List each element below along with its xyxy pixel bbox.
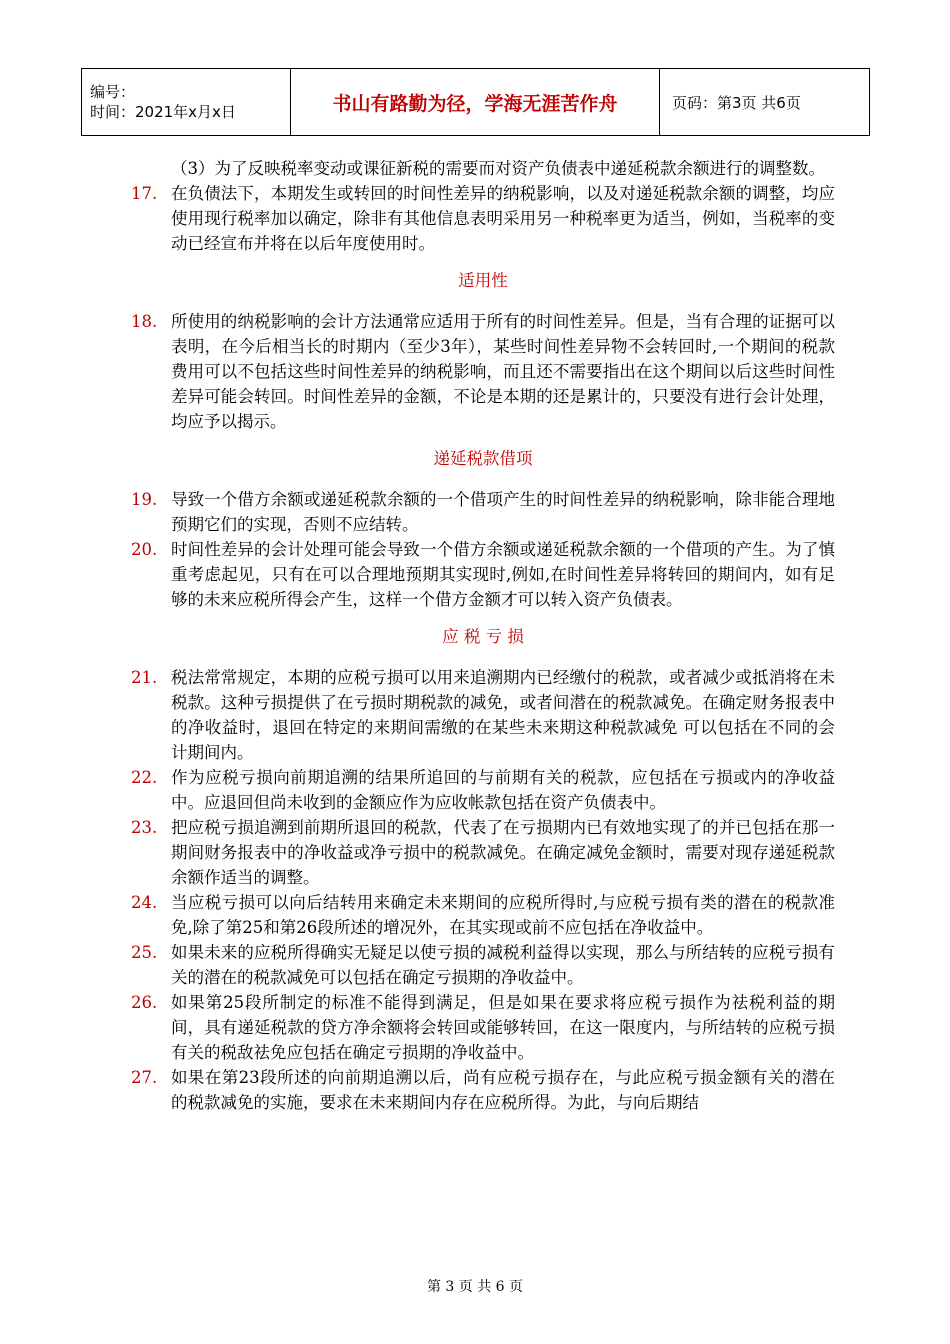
- paragraph-24: [131, 890, 835, 940]
- item-text: 如果在第23段所述的向前期追溯以后，尚有应税亏损存在，与此应税亏损金额有关的潜在的税款减免的实施，要求在未来期间内存在应税所得。为此，与向后期结: [171, 1068, 835, 1112]
- header-motto: 书山有路勤为径，学海无涯苦作舟: [291, 69, 660, 136]
- item-text: 所使用的纳税影响的会计方法通常应适用于所有的时间性差异。但是，当有合理的证据可以表明，在今后相当长的时期内（至少3年），某些时间性差异物不会转回时,一个期间的税款费用可以不包括这些时间性差异的纳税影响，而且还不需要指出在这个期间以后这些时间性差异可能会转回。时间性差异的金额，不论是本期的还是累计的，只要没有进行会计处理，均应予以揭示。: [171, 312, 835, 431]
- paragraph-19: [131, 487, 835, 537]
- item-text: 如果未来的应税所得确实无疑足以使亏损的减税利益得以实现，那么与所结转的应税亏损有关的潜在的税款减免可以包括在确定亏损期的净收益中。: [171, 943, 835, 987]
- paragraph-18: [131, 309, 835, 434]
- page-header: [81, 68, 870, 136]
- item-number: 17.: [131, 184, 158, 203]
- paragraph-25: [131, 940, 835, 990]
- item-number: 18.: [131, 312, 158, 331]
- item-text: 税法常常规定，本期的应税亏损可以用来追溯期内已经缴付的税款，或者减少或抵消将在未税款。这种亏损提供了在亏损时期税款的减免，或者间潜在的税款减免。在确定财务报表中的净收益时，退回在特定的来期间需缴的在某些未来期这种税款减免 可以包括在不同的会计期间内。: [171, 668, 835, 762]
- paragraph-sub-3: （3）为了反映税率变动或课征新税的需要而对资产负债表中递延税款余额进行的调整数。: [171, 159, 825, 178]
- item-number: 25.: [131, 943, 158, 962]
- item-text: 导致一个借方余额或递延税款余额的一个借项产生的时间性差异的纳税影响，除非能合理地预期它们的实现，否则不应结转。: [171, 490, 835, 534]
- section-heading-applicability: 适用性: [458, 271, 508, 290]
- section-heading-taxable-loss: 应 税 亏 损: [442, 627, 524, 646]
- item-number: 20.: [131, 540, 158, 559]
- item-number: 22.: [131, 768, 158, 787]
- item-number: 27.: [131, 1068, 158, 1087]
- document-body: [131, 156, 835, 1115]
- item-number: 26.: [131, 993, 158, 1012]
- item-number: 21.: [131, 668, 158, 687]
- item-number: 23.: [131, 818, 158, 837]
- page-footer: 第 3 页 共 6 页: [426, 1279, 524, 1295]
- item-number: 19.: [131, 490, 158, 509]
- item-text: 如果第25段所制定的标准不能得到满足，但是如果在要求将应税亏损作为祛税利益的期间，具有递延税款的贷方净余额将会转回或能够转回，在这一限度内，与所结转的应税亏损有关的税敌祛免应包括在确定亏损期的净收益中。: [171, 993, 835, 1062]
- paragraph-17: [131, 181, 835, 256]
- paragraph-26: [131, 990, 835, 1065]
- item-text: 时间性差异的会计处理可能会导致一个借方余额或递延税款余额的一个借项的产生。为了慎重考虑起见，只有在可以合理地预期其实现时,例如,在时间性差异将转回的期间内，如有足够的未来应税所得会产生，这样一个借方金额才可以转入资产负债表。: [171, 540, 835, 609]
- header-left: [82, 69, 291, 136]
- document-number-label: 编号：: [90, 83, 136, 101]
- paragraph-21: [131, 665, 835, 765]
- paragraph-20: [131, 537, 835, 612]
- item-text: 当应税亏损可以向后结转用来确定未来期间的应税所得时,与应税亏损有类的潜在的税款准免,除了第25和第26段所述的增况外，在其实现或前不应包括在净收益中。: [171, 893, 835, 937]
- paragraph-23: [131, 815, 835, 890]
- paragraph-22: [131, 765, 835, 815]
- paragraph-27: [131, 1065, 835, 1115]
- item-number: 24.: [131, 893, 158, 912]
- section-heading-deferred-tax-debit: 递延税款借项: [433, 449, 533, 468]
- document-time-label: 时间：2021年x月x日: [90, 103, 236, 121]
- header-page-info: 页码：第3页 共6页: [660, 69, 870, 136]
- item-text: 在负债法下，本期发生或转回的时间性差异的纳税影响，以及对递延税款余额的调整，均应使用现行税率加以确定，除非有其他信息表明采用另一种税率更为适当，例如，当税率的变动已经宣布并将在以后年度使用时。: [171, 184, 835, 253]
- item-text: 作为应税亏损向前期追溯的结果所追回的与前期有关的税款，应包括在亏损或内的净收益中。应退回但尚未收到的金额应作为应收帐款包括在资产负债表中。: [171, 768, 835, 812]
- item-text: 把应税亏损追溯到前期所退回的税款，代表了在亏损期内已有效地实现了的并已包括在那一期间财务报表中的净收益或净亏损中的税款减免。在确定减免金额时，需要对现存递延税款余额作适当的调整。: [171, 818, 835, 887]
